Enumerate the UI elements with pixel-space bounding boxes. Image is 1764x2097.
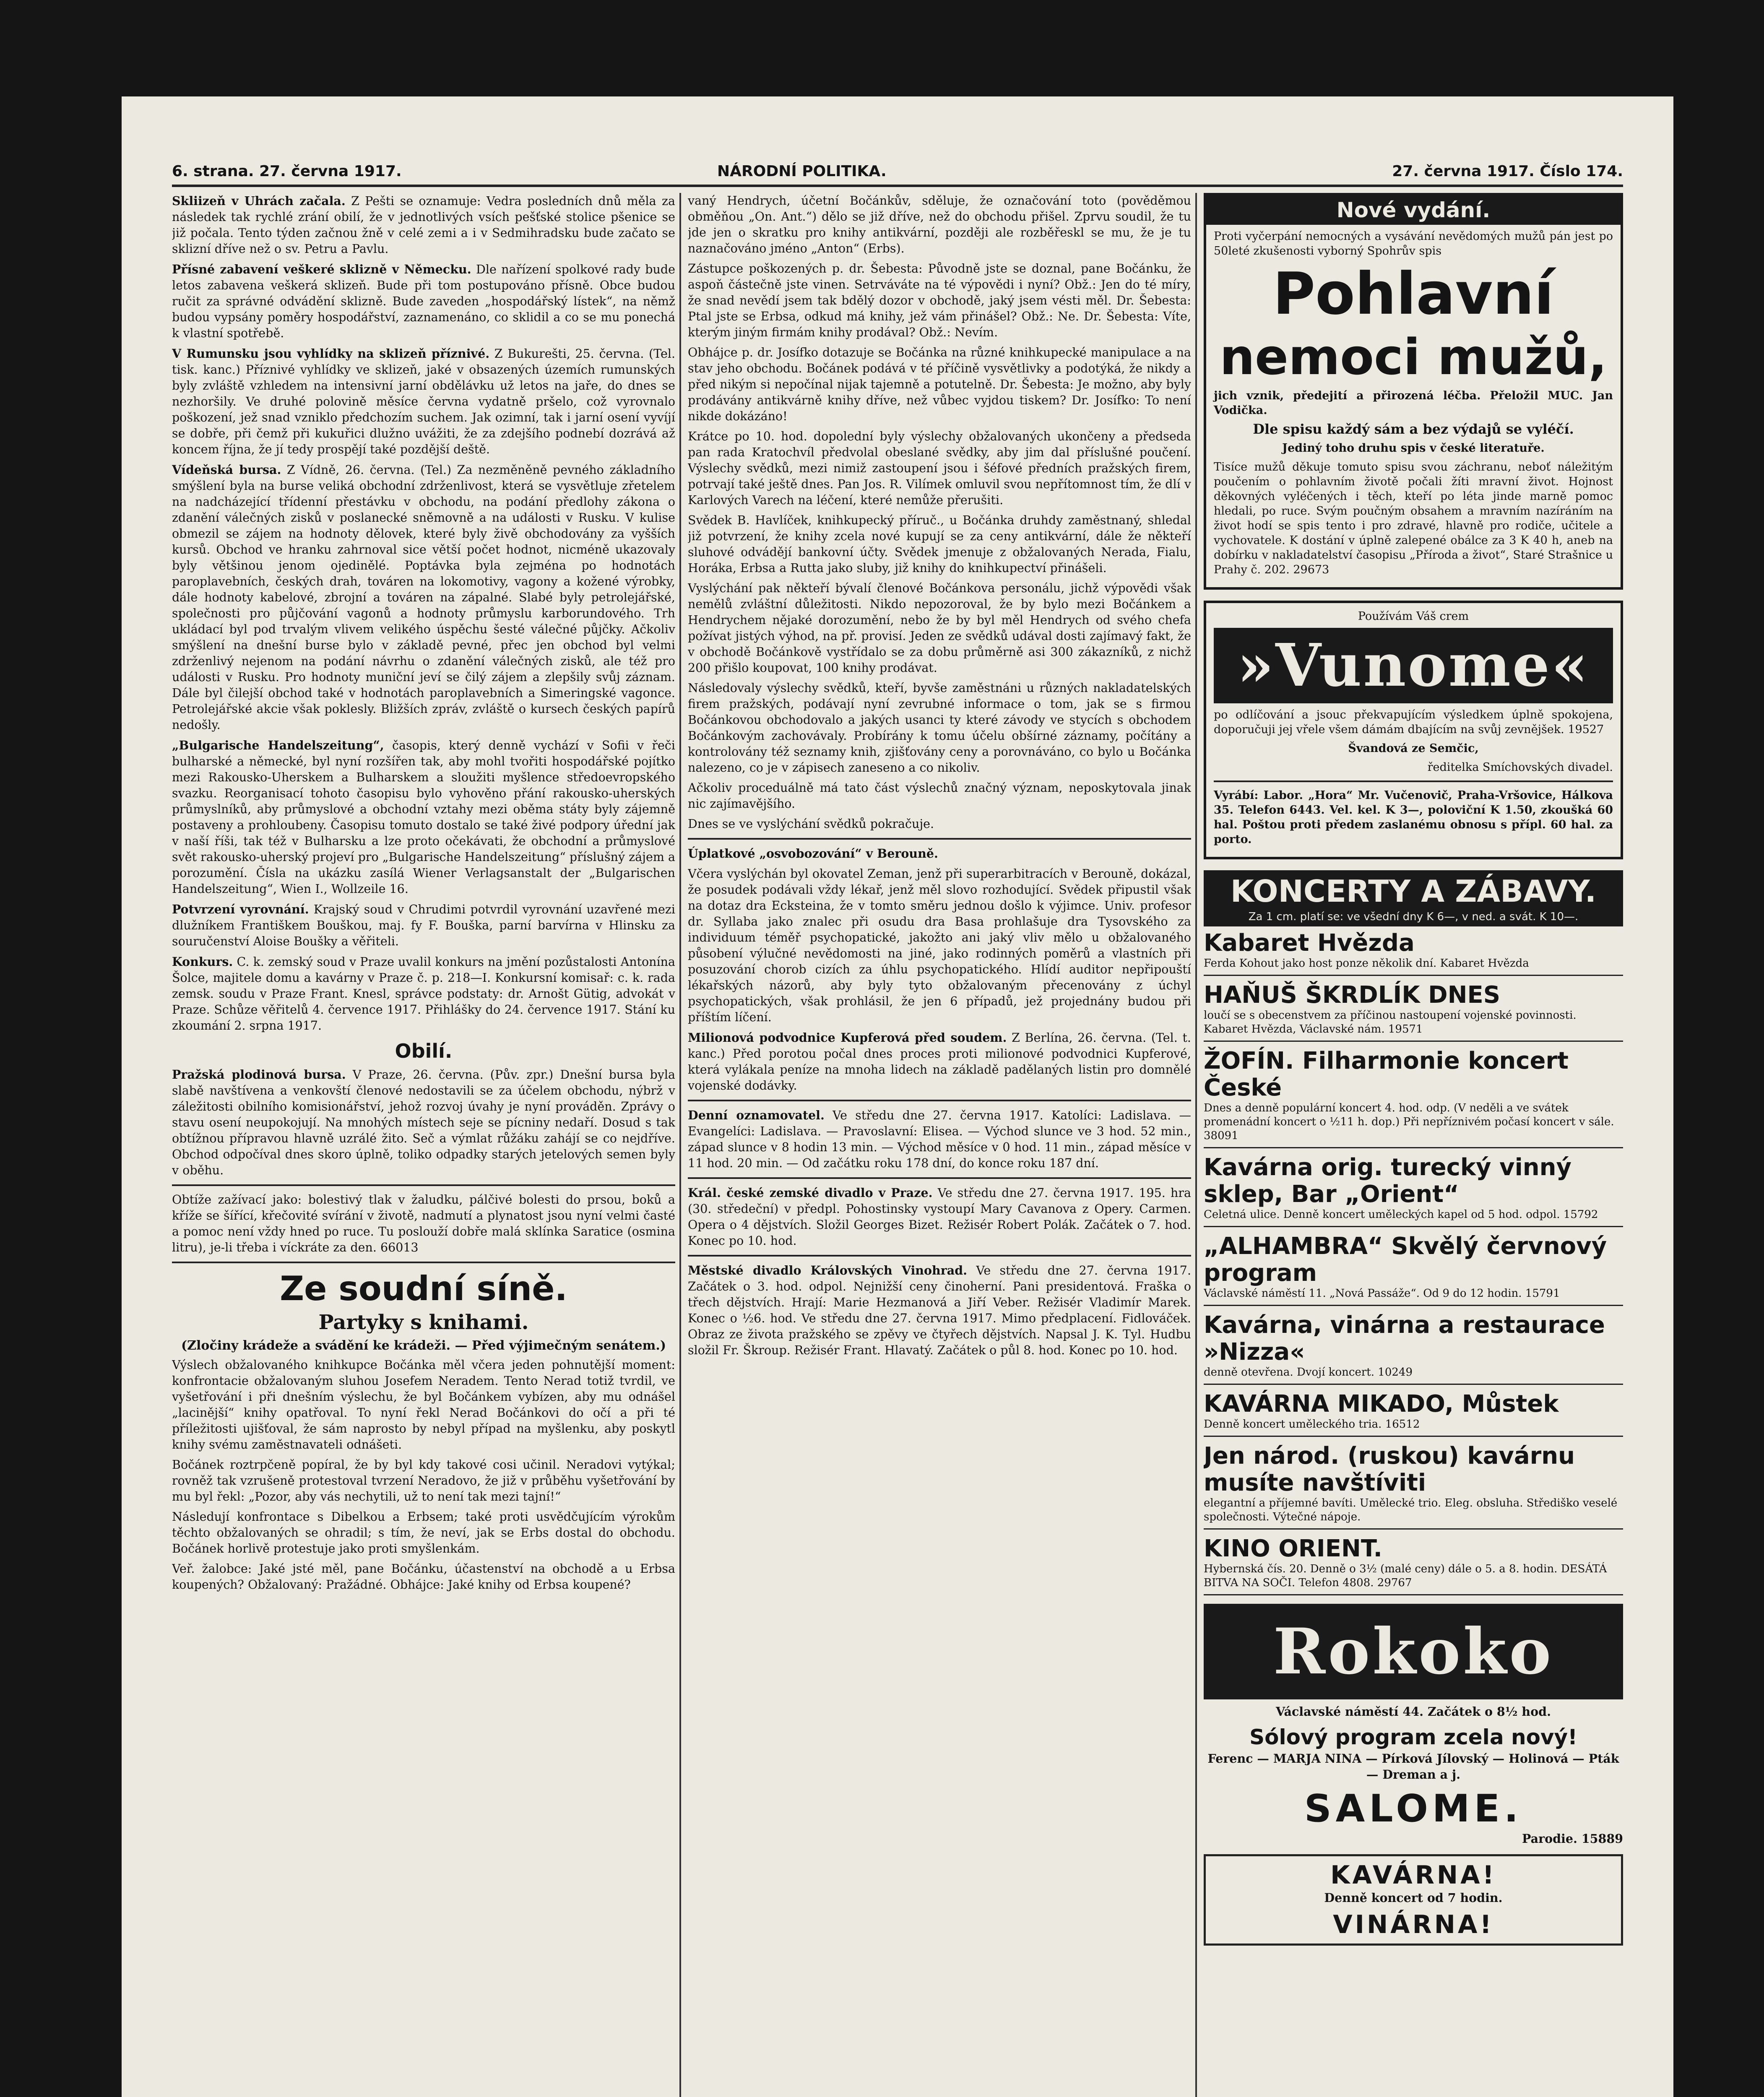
- article-heading: Vídeňská bursa.: [172, 463, 281, 477]
- advert-signature: ředitelka Smíchovských divadel.: [1427, 761, 1613, 774]
- listing-title: Kavárna, vinárna a restaurace »Nizza«: [1204, 1311, 1605, 1366]
- rule: [172, 1184, 675, 1186]
- section-title-obili: Obilí.: [395, 1040, 453, 1062]
- article-heading: Denní oznamovatel.: [688, 1108, 825, 1122]
- advert-kavarna: [1204, 1854, 1623, 1946]
- advert-desc: jich vznik, předejití a přirozená léčba. Přeložil MUC. Jan Vodička.: [1214, 389, 1613, 417]
- paragraph: Následují konfrontace s Dibelkou a Erbsem; také proti usvědčujícím výrokům těchto obžalovaných se ohradil; s tím, že neví, jak se Erbs dostal do obchodu. Bočánek horlivě protestuje jako proti smyšlenkám.: [172, 1510, 675, 1556]
- listing-title: „ALHAMBRA“ Skvělý červnový program: [1204, 1233, 1607, 1287]
- advert-only: Jediný toho druhu spis v české literatuře.: [1282, 442, 1545, 455]
- article-heading: V Rumunsku jsou vyhlídky na sklizeň příznivé.: [172, 346, 490, 361]
- page-header: [172, 159, 1623, 187]
- listing-title: Kabaret Hvězda: [1204, 929, 1415, 957]
- vinarna-title: VINÁRNA!: [1333, 1910, 1494, 1939]
- article: [172, 954, 675, 1034]
- paragraph: Výslech obžalovaného knihkupce Bočánka měl včera jeden pohnutější moment: konfrontacie obžalovaným sluhou Josefem Neradem. Tento Nerad totiž tvrdil, ve vyšetřování i při dnešním výslechu, že byl Bočánkem vybízen, aby mu odnášel „lacinější“ knihy opatřoval. To nyní řekl Nerad Bočánkovi do očí a při té příležitosti ujišťoval, že sám naprosto by nebyl případ na myšlenku, aby poskytl knihy svému zaměstnavateli odnášeti.: [172, 1358, 675, 1452]
- article-body: Krátce po 10. hod. dopolední byly výslechy obžalovaných ukončeny a předseda pan rada Kratochvíl předvolal obeslané svědky, aby jim dal příslušné poučení. Výslechy svědků, mezi nimiž zastoupení jsou i šéfové předních pražských firem, potrvají také ještě dnes. Pan Jos. R. Vilímek omluvil svou nepřítomnost tím, že dlí v Karlových Varech na léčení, které nemůže přerušiti.: [688, 429, 1191, 507]
- advert-cta: Dle spisu každý sám a bez výdajů se vyléčí.: [1253, 421, 1574, 437]
- article-body: Svědek B. Havlíček, knihkupecký příruč., u Bočánka druhdy zaměstnaný, shledal již potvrzení, že knihy zcela nové kupují se za ceny antikvární, dále že někteří sluhové odvádějí bankovní účty. Svědek jmenuje z obžalovaných Nerada, Fialu, Horáka, Erbsa a Rutta jako sluby, již knihy do knihkupectví přinášeli.: [688, 513, 1191, 575]
- listing-title: KAVÁRNA MIKADO, Můstek: [1204, 1390, 1559, 1418]
- listing: [1204, 1233, 1623, 1306]
- rule: [688, 1100, 1191, 1101]
- article-body: Zástupce poškozených p. dr. Šebesta: Původně jste se doznal, pane Bočánku, že aspoň částečně jste vinen. Setrváváte na té výpovědi i nyní? Obž.: Jen do té míry, že snad nevědí jsem tak bdělý dozor v obchodě, jaký jsem vésti měl. Dr. Šebesta: Ptal jste se Erbsa, odkud má knihy, jež vám přinášel? Obž.: Ne. Dr. Šebesta: Víte, kterým jiným firmám knihy prodával? Obž.: Nevím.: [688, 262, 1191, 339]
- rokoko-title: SALOME.: [1304, 1787, 1523, 1831]
- header-left: 6. strana. 27. června 1917.: [172, 163, 402, 180]
- kavarna-title: KAVÁRNA!: [1330, 1860, 1496, 1890]
- advert-saratice: Obtíže zažívací jako: bolestivý tlak v žaludku, pálčivé bolesti do prsou, boků a kříže se šířící, křečovité svírání v životě, nadmutí a plynatost jsou nyní velmi časté a pomoc není vždy hned po ruce. Tu poslouží dobře malá sklínka Saratice (osmina litru), je-li třeba i víckráte za den. 66013: [172, 1193, 675, 1254]
- article: [688, 680, 1191, 776]
- advert-maker: Vyrábí: Labor. „Hora“ Mr. Vučenovič, Praha-Vršovice, Hálkova 35. Telefon 6443. Vel. kel. K 3—, poloviční K 1.50, zkoušká 60 hal. Poštou proti předem zaslanému obnosu s přípl. 60 hal. za porto.: [1214, 789, 1613, 846]
- article-body: Ve středu dne 27. června 1917. Katolíci: Ladislava. — Evangelíci: Ladislava. — Pravoslavní: Elisea. — Východ slunce ve 3 hod. 52 min., západ slunce v 8 hodin 13 min. — Východ měsíce v 0 hod. 11 min., západ měsíce v 11 hod. 20 min. — Od začátku roku 178 dní, do konce roku 187 dní.: [688, 1108, 1191, 1170]
- column-divider: [679, 193, 681, 2097]
- article-heading: Milionová podvodnice Kupferová před soudem.: [688, 1030, 1007, 1045]
- rokoko-address: Václavské náměstí 44. Začátek o 8½ hod.: [1275, 1704, 1551, 1719]
- article-heading: Pražská plodinová bursa.: [172, 1067, 346, 1082]
- article: [172, 346, 675, 458]
- article-body: Obhájce p. dr. Josífko dotazuje se Bočánka na různé knihkupecké manipulace a na stav jeho obchodu. Bočánek podává v té příčině vysvětlivky a podotýká, že nikdy a před nikým si nepočínal nijak tajemně a potutelně. Dr. Šebesta: Je možno, aby byly prodávány antikvárně knihy dříve, než vůbec vyjdou tiskem? Dr. Josífko: To není nikde dokázáno!: [688, 346, 1191, 423]
- paragraph: Bočánek roztrpčeně popíral, že by byl kdy takové cosi učinil. Neradovi vytýkal; rovněž tak vzrušeně protestoval tvrzení Neradovo, že již v průběhu vyšetřování by mu byl řekl: „Pozor, aby vás nechytili, už to není tak mezi tajní!“: [172, 1458, 675, 1504]
- article-body: Včera vyslýchán byl okovatel Zeman, jenž při superarbitracích v Berouně, dokázal, že posudek podávali vždy lékař, jenž měl slovo rozhodující. Svědek připustil však na dotaz dra Ecksteina, že v tomto směru jednou došlo k výjimce. Univ. profesor dr. Syllaba jako znalec při osudu dra Basa prohlašuje dra Tysovského za individuum téměř psychopatické, jakožto ani jaký vliv mělo u obžalovaného působení výlučné nevědomosti na jiné, jako rodinných poměrů a vlastních při posuzování chorob cizích za úhlu psychopatického. Hlídí auditor nepřipouští lékařských názorů, aby byly tyto obžalovaným přecenovány z úchyl psychopatických, však prohlásil, že jen 6 případů, jež projednány budou při příštím líčení.: [688, 867, 1191, 1024]
- article: [172, 462, 675, 733]
- article-body: Vyslýchání pak někteří bývalí členové Bočánkova personálu, jichž výpovědi však nemělů zvláštní důležitosti. Nikdo nepozoroval, že by bylo mezi Bočánkem a Hendrychem nějaké dorozumění, nebo že by byl měl Hendrych od svého chefa požívat jistých výhod, na př. provisí. Jeden ze svědků udával dosti zajímavý fakt, že v obchodě Bočánkově vystřídalo se za dobu průměrně asi 300 zákazníků, z nichž 200 přišlo koupovat, 100 knihy prodávat.: [688, 581, 1191, 675]
- listing-title: Jen národ. (ruskou) kavárnu musíte navštíviti: [1204, 1442, 1575, 1496]
- article-body: Z Pešti se oznamuje: Vedra posledních dnů měla za následek tak rychlé zrání obilí, že v jednotlivých vsích pešťské stolice pšenice se již počala. Tento týden začnou žně v celé zemi a i v Sedmihradsku bude začato se sklizní dříve než o sv. Petru a Pavlu.: [172, 194, 675, 256]
- newspaper-page: [122, 96, 1673, 2097]
- advert-vunome: [1204, 601, 1623, 859]
- column-1: [172, 193, 675, 2097]
- listing-details: Ferda Kohout jako host ponze několik dní. Kabaret Hvězda: [1204, 957, 1529, 970]
- article: [688, 1030, 1191, 1094]
- article-heading: Skliizeň v Uhrách začala.: [172, 194, 346, 208]
- article-body: Krajský soud v Chrudimi potvrdil vyrovnání uzavřené mezi dlužníkem Františkem Bouškou, maj. fy F. Bouška, parní barvírna v Hlinsku za souručenství Aloise Boušky a věřiteli.: [172, 903, 675, 948]
- article: [688, 261, 1191, 341]
- section-subtitle: Za 1 cm. platí se: ve všední dny K 6—, v ned. a svát. K 10—.: [1204, 911, 1623, 926]
- article: [688, 846, 1191, 862]
- article-heading: Potvrzení vyrovnání.: [172, 902, 309, 916]
- listing: [1204, 1391, 1623, 1437]
- article-lead: (Zločiny krádeže a svádění ke krádeži. — Před výjimečným senátem.): [181, 1338, 666, 1353]
- advert-signature: Švandová ze Semčic,: [1348, 742, 1479, 755]
- article-body: Dnes se ve vyslýchání svědků pokračuje.: [688, 817, 934, 831]
- header-masthead: NÁRODNÍ POLITIKA.: [717, 163, 887, 180]
- article: [172, 1067, 675, 1179]
- rokoko-names: Ferenc — MARJA NINA — Pírková Jílovský — Holinová — Pták — Dreman a j.: [1207, 1751, 1619, 1782]
- listing-title: HAŇUŠ ŠKRDLÍK DNES: [1204, 981, 1501, 1009]
- rokoko-parodie: Parodie. 15889: [1522, 1832, 1623, 1846]
- rule: [688, 1177, 1191, 1179]
- kavarna-info: Denně koncert od 7 hodin.: [1324, 1891, 1503, 1905]
- listing-details: Dnes a denně populární koncert 4. hod. odp. (V neděli a ve svátek promenádní koncert o ½11 h. dop.) Při nepříznivém počasí koncert v sále. 38091: [1204, 1102, 1614, 1142]
- rokoko-brand: Rokoko: [1273, 1615, 1554, 1689]
- advert-banner: Nové vydání.: [1206, 195, 1621, 225]
- listing-details: elegantní a příjemné bavíti. Umělecké trio. Eleg. obsluha. Střediško veselé společnosti. Výtečné nápoje.: [1204, 1497, 1618, 1523]
- article-body: Z Bukurešti, 25. června. (Tel. tisk. kanc.) Příznivé vyhlídky ve sklizeň, jaké v obsazených územích rumunských byly zvláště vzhledem na intensivní jarní obdělávku už letos na jaře, do dnes se nezhoršily. Ve druhé polovině měsíce června vydatně pršelo, což vyrovnalo poškození, jež snad vzniklo předchozím suchem. Jak ozimní, tak i jarní osení vyvíjí se dobře, při čemž při kukuřici dlužno uvážiti, že za zdejšího podnebí dozrává až koncem října, že jí tedy prospějí také pozdější deště.: [172, 347, 675, 456]
- advert-title: nemoci mužů,: [1219, 328, 1607, 386]
- rokoko-program: Sólový program zcela nový!: [1249, 1725, 1577, 1749]
- listing-details: Denně koncert uměleckého tria. 16512: [1204, 1418, 1420, 1431]
- listing-details: Celetná ulice. Denně koncert uměleckých kapel od 5 hod. odpol. 15792: [1204, 1208, 1598, 1221]
- article: [172, 901, 675, 950]
- column-divider: [1195, 193, 1197, 2097]
- article-body: Z Berlína, 26. června. (Tel. t. kanc.) Před porotou počal dnes proces proti milionové podvodnici Kupferové, která vylákala peníze na mnoha lidech na základě padělaných listin pro domnělé vojenské dodávky.: [688, 1031, 1191, 1093]
- advert-rokoko-logo: [1204, 1604, 1623, 1699]
- listing: [1204, 1154, 1623, 1227]
- column-3-adverts: [1204, 193, 1623, 2097]
- listing-title: ŽOFÍN. Filharmonie koncert České: [1204, 1047, 1569, 1101]
- advert-lead: Proti vyčerpání nemocných a vysávání nevědomých mužů pán jest po 50leté zkušenosti vyborný Spohrův spis: [1214, 230, 1613, 258]
- article-body: Dle nařízení spolkové rady bude letos zabavena veškerá sklizeň. Bude při tom postupováno přísně. Obce budou ručit za správné odvádění sklizně. Bude zaveden „hospodářský lístek“, na němž budou vypsány poměry hospodářství, zaznamenáno, co sklidil a co se mu ponechá k vlastní spotřebě.: [172, 263, 675, 340]
- article-body: V Praze, 26. června. (Pův. zpr.) Dnešní bursa byla slabě navštívena a venkovští členové nedostavili se za účelem obchodu, nýbrž v záležitosti obilního komisionářství, jehož rozvoj úvahy je nyní prováděn. Zprávy o stavu osení neupokojují. Na mnohých místech seje se pícniny nedaří. Dosud s tak obtížnou přípravou hlavně uzrálé žito. Seč a výmlat růžáku zahájí se co nejdříve. Obchod odpočíval dnes skoro úplně, toliko odpadky starých jetelových semen byly v oběhu.: [172, 1068, 675, 1177]
- article: [688, 1185, 1191, 1249]
- article: [688, 345, 1191, 424]
- article-body: časopis, který denně vychází v Sofii v řeči bulharské a německé, byl nyní rozšířen tak, aby mohl tvořiti hospodářské pojítko mezi Rakousko-Uherskem a Bulharskem a sloužiti myšlence středoevropského svazku. Reorganisací tohoto časopisu bylo vyhověno přání rakousko-uherských průmyslníků, aby průmyslové a obchodní vztahy mezi oběma státy byly zájemně postaveny a prohloubeny. Časopisu tomuto dostalo se také živé podpory úřední jak v naší říši, tak též v Bulharsku a lze proto očekávati, že obchodní a průmyslové svět rakousko-uherský projeví pro „Bulgarische Handelszeitung“ příslušný zájem a porozumění. Čísla na ukázku zasílá Wiener Verlagsanstalt der „Bulgarischen Handelszeitung“, Wien I., Wollzeile 16.: [172, 739, 675, 896]
- listing: [1204, 1443, 1623, 1530]
- article-body: vaný Hendrych, účetní Bočánkův, sděluje, že označování toto (pověděmou obměňou „On. Ant.“) dělo se již dříve, než do obchodu přišel. Zprvu soudil, že tu jde jen o skratku pro knihy antikvární, později ale rozběřeskl se mu, že je tu naznačováno jméno „Anton“ (Erbs).: [688, 194, 1191, 255]
- header-right: 27. června 1917. Číslo 174.: [1392, 163, 1623, 180]
- listing: [1204, 1535, 1623, 1595]
- listing: [1204, 1312, 1623, 1385]
- advert-body: po odlíčování a jsouc překvapujícím výsledkem úplně spokojena, doporučuji jej vřele všem dámám dbajícím na svůj zevnějšek. 19527: [1214, 708, 1613, 736]
- article: [688, 1107, 1191, 1171]
- listing-details: loučí se s obecenstvem za příčinou nastoupení vojenské povinnosti. Kabaret Hvězda, Václavské nám. 19571: [1204, 1009, 1577, 1035]
- advert-title: Pohlavní: [1272, 260, 1554, 328]
- article: [688, 816, 1191, 832]
- article-heading: Přísné zabavení veškeré sklizně v Německu.: [172, 262, 471, 276]
- article-body: C. k. zemský soud v Praze uvalil konkurs na jmění pozůstalosti Antonína Šolce, majitele domu a kavárny v Praze č. p. 218—I. Konkursní komisař: c. k. rada zemsk. soudu v Praze Frant. Knesl, správce podstaty: dr. Arnošt Gütig, advokát v Praze. Schůze věřitelů 4. července 1917. Přihlášky do 24. července 1917. Stání ku zkoumání 2. srpna 1917.: [172, 955, 675, 1033]
- section-title-soud: Ze soudní síně.: [280, 1269, 567, 1308]
- article-heading: Konkurs.: [172, 955, 233, 969]
- article: [688, 780, 1191, 812]
- article-heading: „Bulgarische Handelszeitung“,: [172, 738, 384, 752]
- article: [172, 261, 675, 341]
- article-body: Následovaly výslechy svědků, kteří, byvše zaměstnáni u různých nakladatelských firem pražských, podávají nyní zevrubné informace o tom, jak se s firmou Bočánkovou obchodovalo a jakých usanci ty které závody ve stycích s obchodem Bočánkovým zachovávaly. Probírány k tomu účelu obšírné záznamy, počítány a kontrolovány též seznamy knih, zjišťovány ceny a porovnáváno, co bylo u Bočánka nalezeno, co je v zápisech zaneseno a co nikoliv.: [688, 681, 1191, 775]
- listing: [1204, 982, 1623, 1042]
- article: [688, 193, 1191, 257]
- article: [688, 429, 1191, 508]
- rule: [688, 838, 1191, 840]
- listing-details: Václavské náměstí 11. „Nová Passáže“. Od 9 do 12 hodin. 15791: [1204, 1287, 1560, 1300]
- listing-title: KINO ORIENT.: [1204, 1535, 1382, 1562]
- listing: [1204, 930, 1623, 976]
- article-subtitle: Partyky s knihami.: [318, 1311, 529, 1334]
- listing-details: Hybernská čís. 20. Denně o 3½ (malé ceny) dále o 5. a 8. hodin. DESÁTÁ BITVA NA SOČI. Telefon 4808. 29767: [1204, 1563, 1607, 1589]
- article-body: Ve středu dne 27. června 1917. Začátek o 3. hod. odpol. Nejnižší ceny činoherní. Pani presidentová. Fraška o třech dějstvích. Hrají: Marie Hezmanová a Jiří Veber. Režisér Vladimír Marek. Konec o ½6. hod. Ve středu dne 27. června 1917. Mimo předplacení. Fidlováček. Obraz ze života pražského se zpěvy ve čtyřech dějstvích. Napsal J. K. Tyl. Hudbu složil Fr. Škroup. Režisér Frant. Hlavatý. Začátek o půl 8. hod. Konec po 10. hod.: [688, 1264, 1191, 1357]
- rule: [1214, 781, 1613, 782]
- section-title-koncerty: KONCERTY A ZÁBAVY.: [1204, 870, 1623, 911]
- article-body: Ve středu dne 27. června 1917. 195. hra (30. středeční) v předpl. Pohostinsky vystoupí Mary Cavanova z Opery. Carmen. Opera o 4 dějstvích. Složil Georges Bizet. Režisér Robert Polák. Začátek o 7. hod. Konec po 10. hod.: [688, 1186, 1191, 1248]
- article: [172, 193, 675, 257]
- article: [172, 737, 675, 897]
- advert-body: Tisíce mužů děkuje tomuto spisu svou záchranu, neboť náležitým poučením o pohlavním životě počali žíti mravní život. Hojnost děkovných vyléčených i těch, kteří po léta jinde marně pomoc hledali, po ruce. Svým poučným obsahem a mravním nazíráním na život hodí se spis tento i pro zdravé, hlavně pro rodiče, učitele a vychovatele. K dostání v úplně zalepené obálce za 3 K 40 h, aneb na dobírku v nakladatelství časopisu „Příroda a život“, Staré Strašnice u Prahy č. 202. 29673: [1214, 461, 1613, 576]
- listing: [1204, 1048, 1623, 1148]
- article-heading: Městské divadlo Královských Vinohrad.: [688, 1263, 968, 1277]
- article-body: Z Vídně, 26. června. (Tel.) Za nezměněně pevného základního smýšlení byla na burse veliká obchodní zdrženlivost, která se vysvětluje zřetelem na nadcházející třídenní přestávku v obchodu, na podání předlohy zákona o zdanění válečných zisků v poslanecké sněmovně a na události v Rusku. V kulise obmezil se zájem na hodnoty dělovek, které byly živě obchodovány za vyšších kursů. Obchod ve hranku zahrnoval sice větší počet hodnot, nicméně ukazovaly byly většinou jenom ojedinělé. Poptávka byla zejména po hodnotách paroplavebních, českých drah, továren na lokomotivy, vagony a kožené výrobky, dále hodnoty kabelové, zbrojní a továren na zápalné. Slabé byly petrolejářské, společnosti pro půjčování vagonů a hodnoty průmyslu karborundového. Trh ukládací byl pod trvalým vlivem velikého úspěchu šesté válečné půjčky. Ačkoliv smýšlení na dnešní burse bylo v základě pevné, přec jen obchod byl velmi zdrženlivý nejenom na podání návrhu o zdanění válečných zisků, ale též pro události v Rusku. Pro hodnoty muniční jeví se čilý zájem a zlepšily svůj záznam. Dále byl čilejší obchod také v hodnotách paroplavebních a Simeringské vagonce. Petrolejářské akcie však poklesly. Bližších zpráv, zvláště o kursech českých papírů nedošly.: [172, 463, 675, 732]
- advert-top: Používám Váš crem: [1358, 610, 1469, 623]
- rule: [172, 1262, 675, 1263]
- article: [688, 513, 1191, 576]
- paragraph: Veř. žalobce: Jaké jsté měl, pane Bočánku, účastenství na obchodě a u Erbsa koupených? Obžalovaný: Pražádné. Obhájce: Jaké knihy od Erbsa koupené?: [172, 1562, 675, 1592]
- advert-brand: »Vunome«: [1214, 628, 1613, 703]
- article-heading: Král. české zemské divadlo v Praze.: [688, 1186, 933, 1200]
- article-body: Ačkoliv proceduálně má tato část výslechů značný význam, neposkytovala jinak nic zajímavějšího.: [688, 781, 1191, 811]
- rule: [688, 1255, 1191, 1257]
- article-heading: Úplatkové „osvobozování“ v Berouně.: [688, 846, 938, 861]
- advert-pohlavni-nemoci: [1204, 193, 1623, 590]
- column-2: [688, 193, 1191, 2097]
- article: [688, 1262, 1191, 1358]
- article: [688, 580, 1191, 676]
- listing-title: Kavárna orig. turecký vinný sklep, Bar „Orient“: [1204, 1154, 1571, 1208]
- listing-details: denně otevřena. Dvojí koncert. 10249: [1204, 1366, 1413, 1379]
